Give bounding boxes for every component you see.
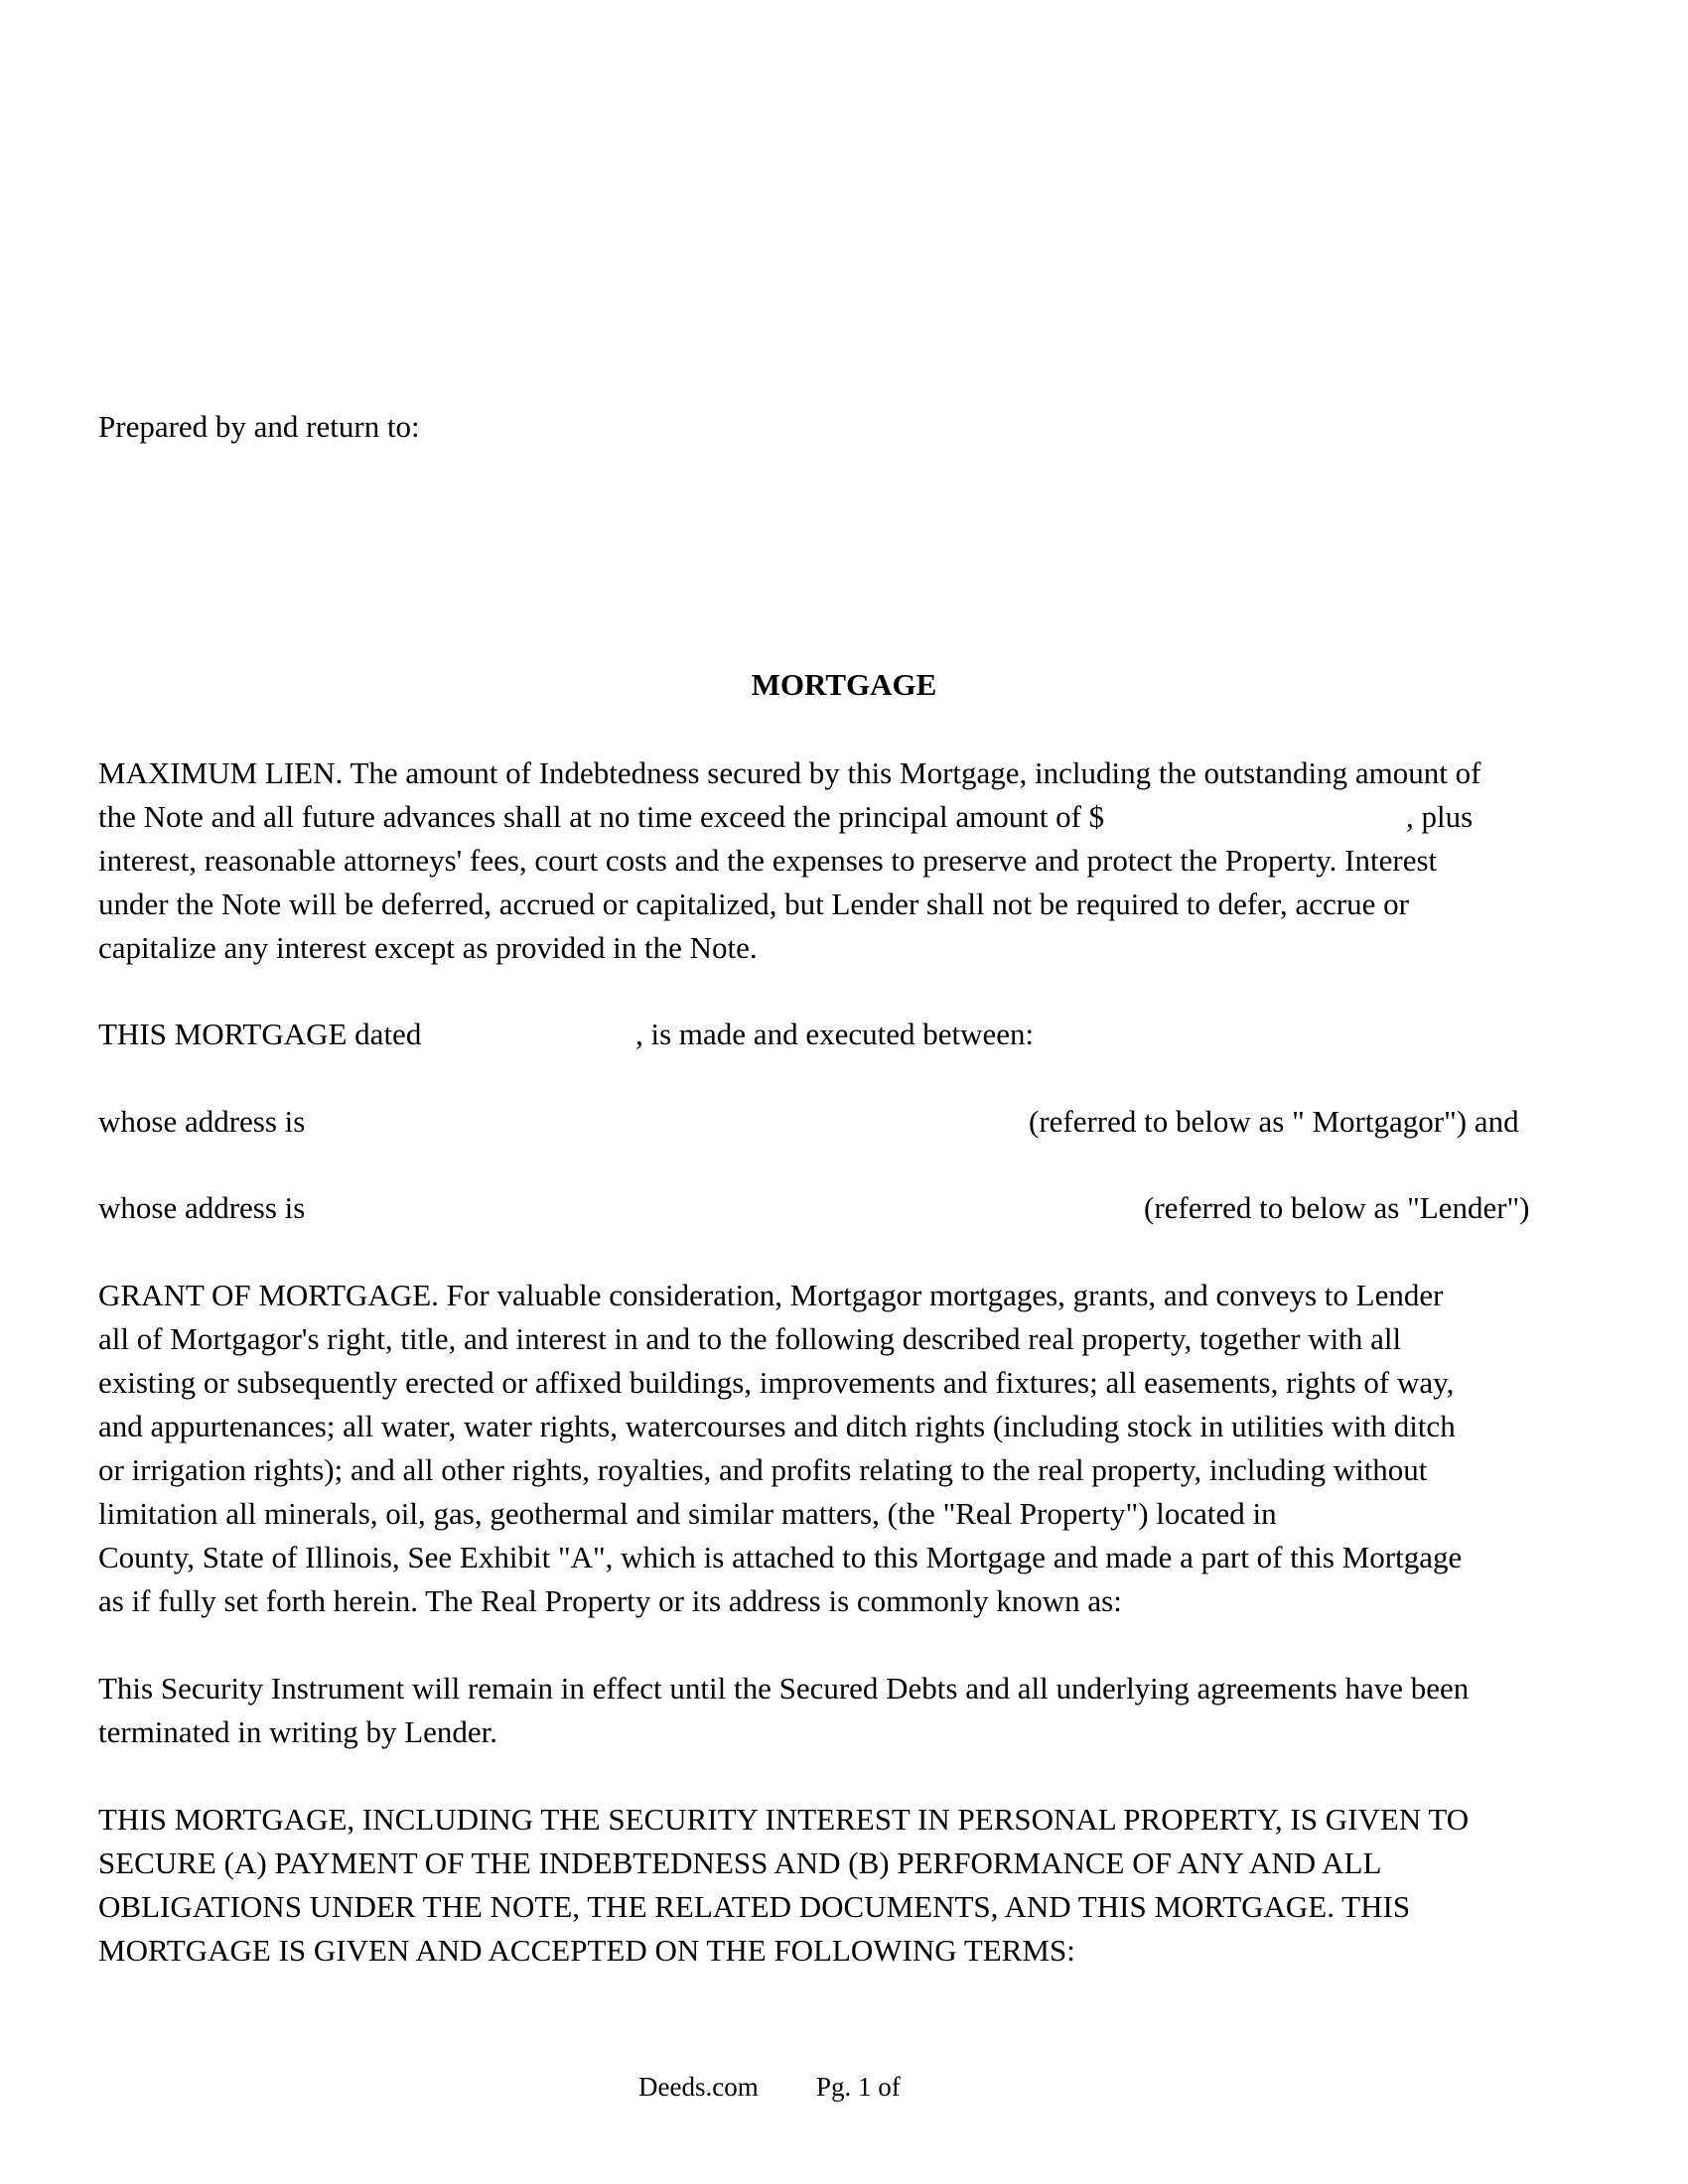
paragraph-line: GRANT OF MORTGAGE. For valuable consideration, Mortgagor mortgages, grants, and conveys to Lender (98, 1278, 1444, 1312)
paragraph-line: or irrigation rights); and all other rights, royalties, and profits relating to the real property, including without (98, 1452, 1428, 1487)
paragraph-line: all of Mortgagor's right, title, and interest in and to the following described real property, together with all (98, 1321, 1402, 1356)
document-title: MORTGAGE (751, 667, 937, 702)
footer-site: Deeds.com (638, 2072, 759, 2102)
paragraph-line: MORTGAGE IS GIVEN AND ACCEPTED ON THE FOLLOWING TERMS: (98, 1933, 1075, 1968)
paragraph-line: under the Note will be deferred, accrued or capitalized, but Lender shall not be required to defer, accrue or (98, 887, 1409, 921)
plus-text: , plus (1406, 799, 1474, 834)
paragraph-line: terminated in writing by Lender. (98, 1714, 498, 1749)
paragraph-line: SECURE (A) PAYMENT OF THE INDEBTEDNESS AND (B) PERFORMANCE OF ANY AND ALL (98, 1845, 1382, 1880)
paragraph-line: the Note and all future advances shall at no time exceed the principal amount of $ (98, 799, 1105, 834)
paragraph-line: OBLIGATIONS UNDER THE NOTE, THE RELATED DOCUMENTS, AND THIS MORTGAGE. THIS (98, 1889, 1411, 1924)
paragraph-line: limitation all minerals, oil, gas, geothermal and similar matters, (the "Real Property") located in (98, 1496, 1277, 1531)
lender-address-label: whose address is (98, 1190, 306, 1225)
paragraph-line: capitalize any interest except as provided in the Note. (98, 930, 758, 965)
paragraph-line: County, State of Illinois, See Exhibit "A", which is attached to this Mortgage and made a part of this Mortgage (98, 1540, 1463, 1574)
prepared-by-label: Prepared by and return to: (98, 409, 420, 444)
paragraph-line: MAXIMUM LIEN. The amount of Indebtedness secured by this Mortgage, including the outstanding amount of (98, 755, 1481, 790)
paragraph-line: existing or subsequently erected or affixed buildings, improvements and fixtures; all easements, rights of way, (98, 1365, 1455, 1400)
dated-label: THIS MORTGAGE dated (98, 1017, 422, 1051)
paragraph-line: as if fully set forth herein. The Real Property or its address is commonly known as: (98, 1583, 1122, 1618)
paragraph-line: and appurtenances; all water, water rights, watercourses and ditch rights (including stock in utilities with ditch (98, 1409, 1456, 1443)
footer-page-number: Pg. 1 of (816, 2072, 901, 2102)
paragraph-line: This Security Instrument will remain in effect until the Secured Debts and all underlying agreements have been (98, 1671, 1470, 1706)
paragraph-line: THIS MORTGAGE, INCLUDING THE SECURITY INTEREST IN PERSONAL PROPERTY, IS GIVEN TO (98, 1802, 1470, 1837)
lender-reference: (referred to below as "Lender") (1144, 1190, 1530, 1225)
mortgagor-address-label: whose address is (98, 1104, 306, 1139)
dated-suffix: , is made and executed between: (635, 1017, 1035, 1051)
mortgagor-reference: (referred to below as " Mortgagor") and (1029, 1104, 1519, 1139)
paragraph-line: interest, reasonable attorneys' fees, court costs and the expenses to preserve and protect the Property. Interest (98, 843, 1438, 878)
